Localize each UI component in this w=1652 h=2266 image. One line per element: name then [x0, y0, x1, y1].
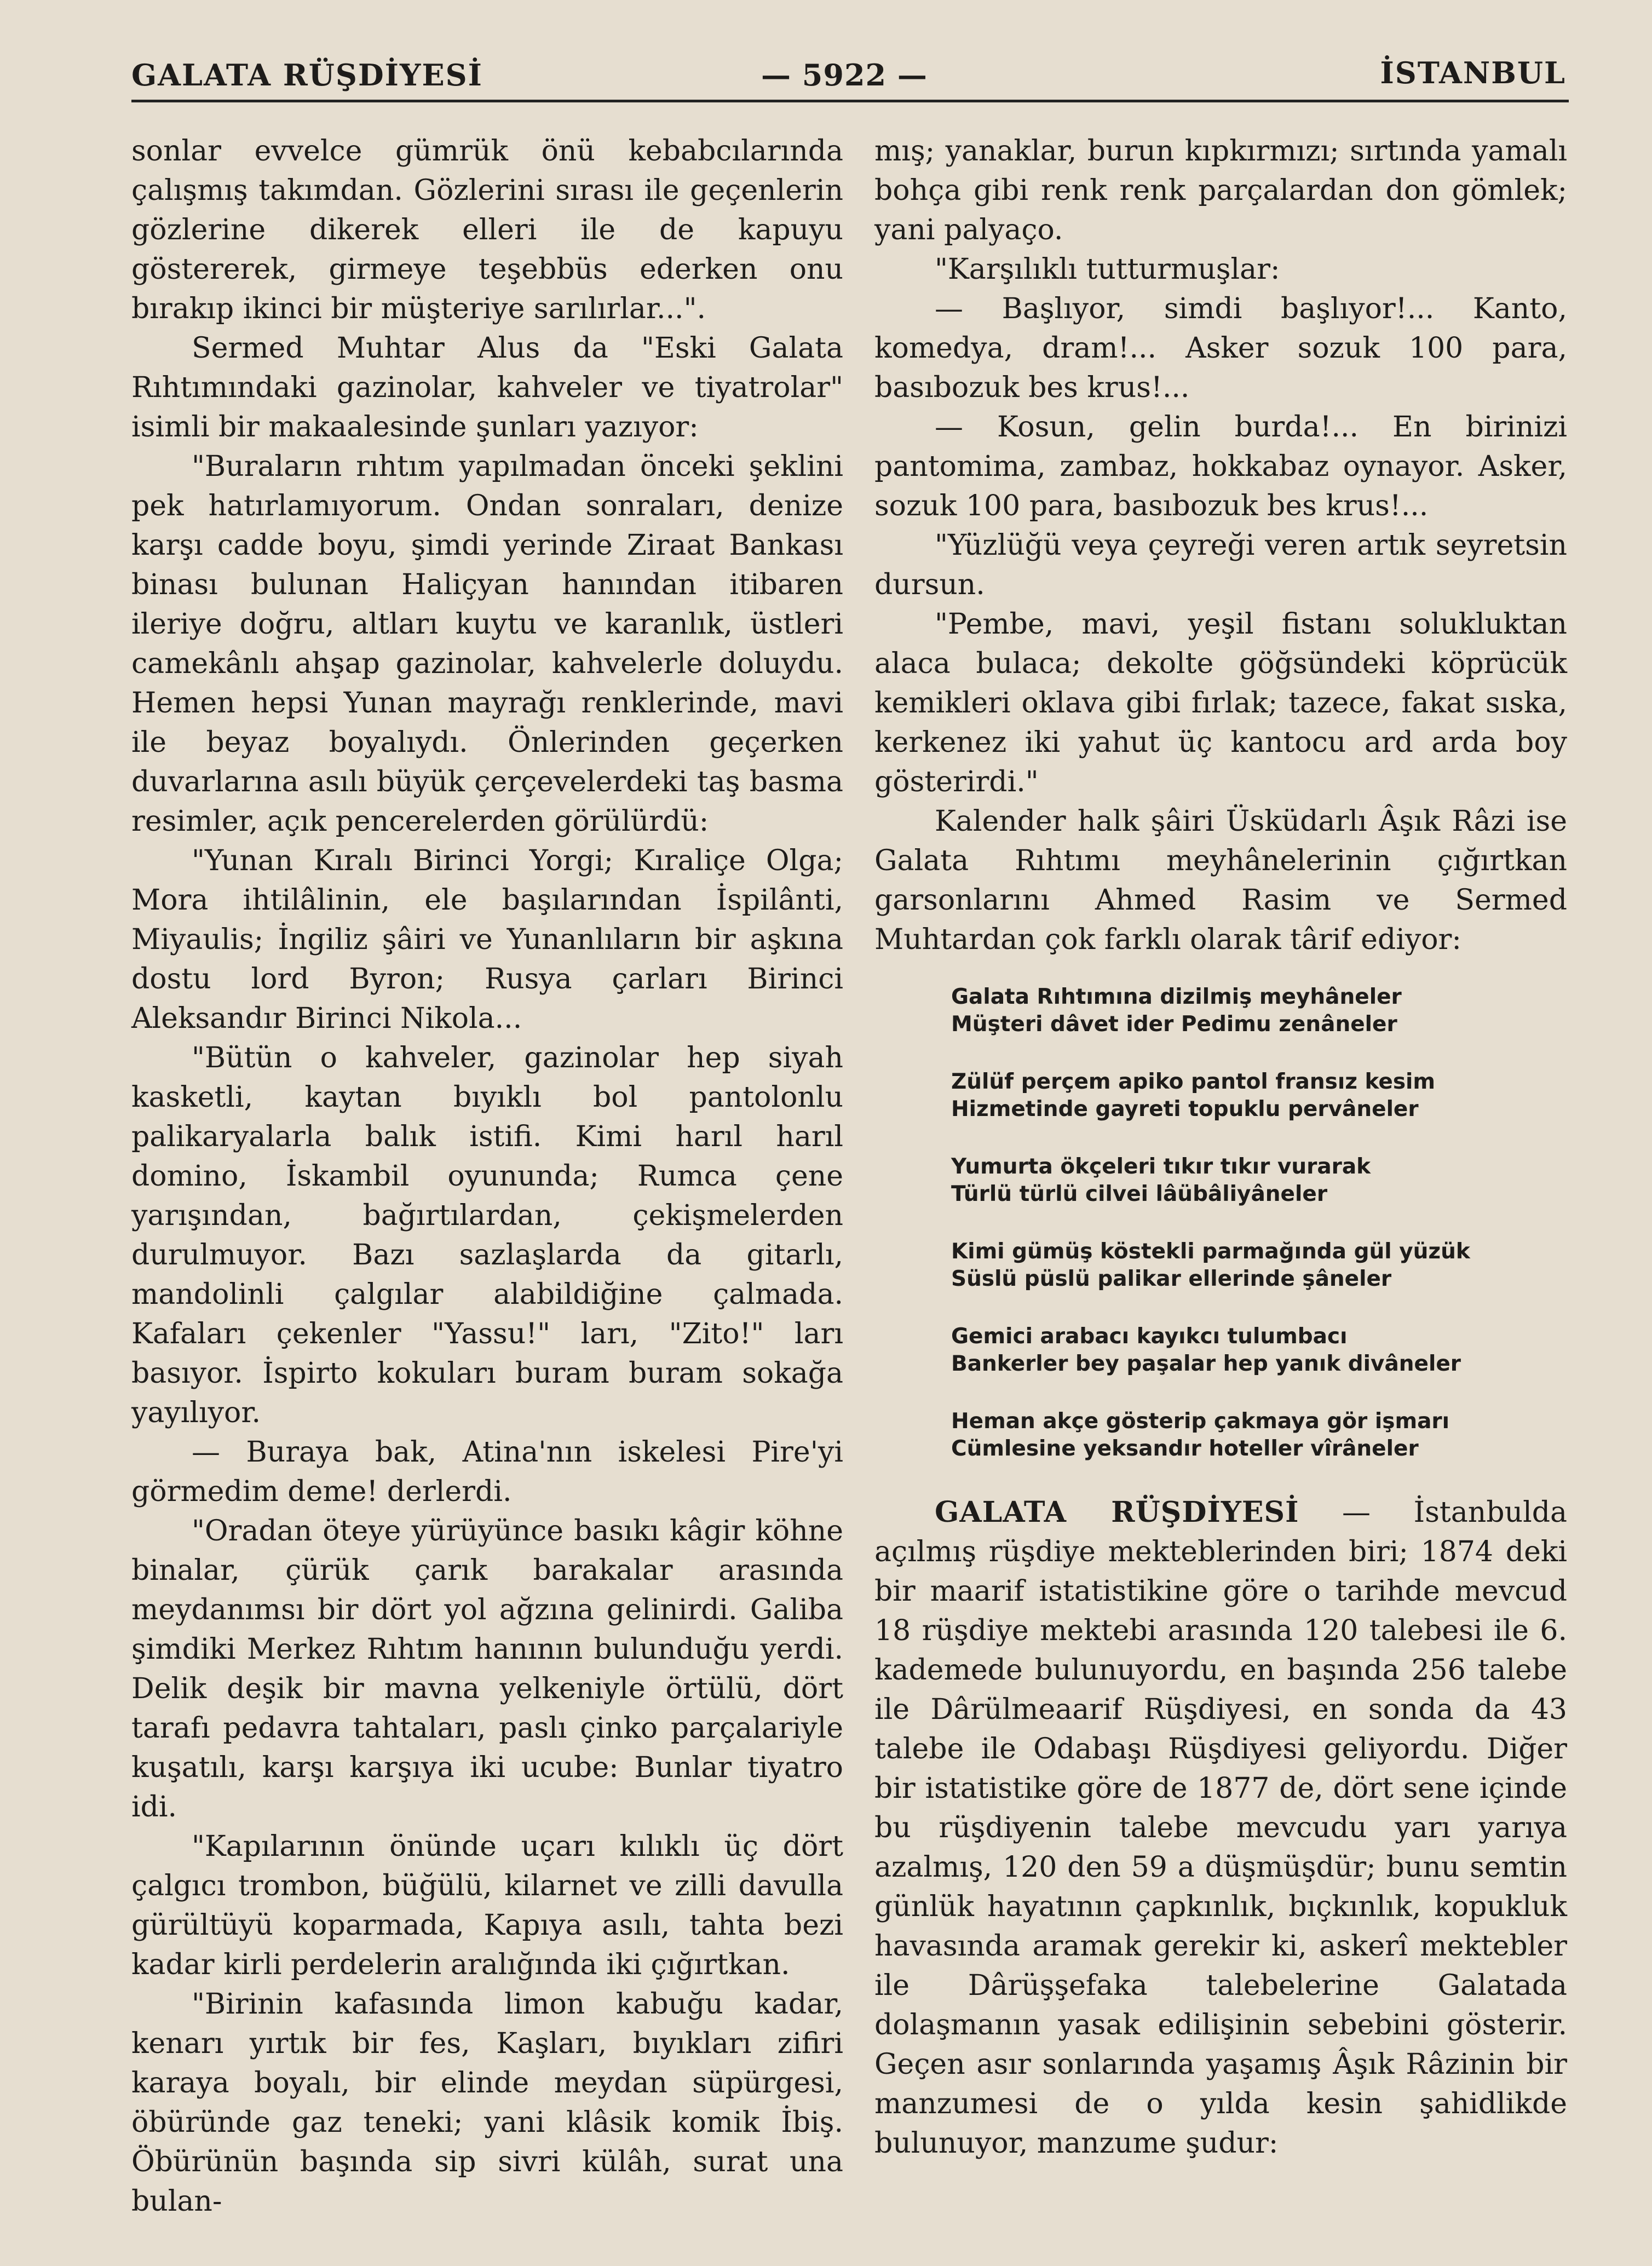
paragraph: mış; yanaklar, burun kıpkırmızı; sırtında yamalı bohça gibi renk renk parçalardan don gömlek; yani palyaço. [874, 135, 1567, 246]
poem-line: Hizmetinde gayreti topuklu pervâneler [951, 1097, 1419, 1122]
header-rule [131, 100, 1569, 102]
poem [951, 984, 1567, 1463]
paragraph: "Bütün o kahveler, gazinolar hep siyah kasketli, kaytan bıyıklı bol pantolonlu palikaryalarla balık istifi. Kimi harıl harıl domino, İskambil oyununda; Rumca çene yarışından, bağırtılardan, çekişmelerden durulmuyor. Bazı sazlaşlarda da gitarlı, mandolinli çalgılar alabildiğine çalmada. Kafaları çekenler "Yassu!" ları, "Zito!" ları basıyor. İspirto kokuları buram buram sokağa yayılıyor. [131, 1042, 843, 1429]
running-head [131, 52, 1566, 96]
poem-line: Kimi gümüş köstekli parmağında gül yüzük [951, 1239, 1470, 1264]
poem-line: Bankerler bey paşalar hep yanık divâneler [951, 1351, 1461, 1376]
poem-line: Yumurta ökçeleri tıkır tıkır vurarak [951, 1154, 1371, 1179]
paragraph: Kalender halk şâiri Üsküdarlı Âşık Râzi ise Galata Rıhtımı meyhânelerinin çığırtkan garsonlarını Ahmed Rasim ve Sermed Muhtardan çok farklı olarak târif ediyor: [874, 805, 1567, 956]
paragraph: "Pembe, mavi, yeşil fistanı solukluktan alaca bulaca; dekolte göğsündeki köprücük kemikleri oklava gibi fırlak; tazece, fakat sıska, kerkenez iki yahut üç kantocu ard arda boy gösterirdi." [874, 608, 1567, 798]
encyclopedia-entry [874, 1493, 1567, 2163]
paragraph: — Başlıyor, simdi başlıyor!... Kanto, komedya, dram!... Asker sozuk 100 para, basıbozuk bes krus!... [874, 292, 1567, 404]
poem-line: Galata Rıhtımına dizilmiş meyhâneler [951, 985, 1402, 1009]
paragraph: Sermed Muhtar Alus da "Eski Galata Rıhtımındaki gazinolar, kahveler ve tiyatrolar" isimli bir makaalesinde şunları yazıyor: [131, 332, 843, 444]
poem-couplet [951, 1323, 1567, 1378]
left-column [131, 131, 843, 2221]
poem-couplet [951, 1068, 1567, 1123]
header-title-left: GALATA RÜŞDİYESİ [131, 57, 483, 93]
paragraph: "Buraların rıhtım yapılmadan önceki şeklini pek hatırlamıyorum. Ondan sonraları, denize karşı cadde boyu, şimdi yerinde Ziraat Bankası binası bulunan Haliçyan hanından itibaren ileriye doğru, altları kuytu ve karanlık, üstleri camekânlı ahşap gazinolar, kahvelerle doluydu. Hemen hepsi Yunan mayrağı renklerinde, mavi ile beyaz boyalıydı. Önlerinden geçerken duvarlarına asılı büyük çerçevelerdeki taş basma resimler, açık pencerelerden görülürdü: [131, 450, 843, 838]
poem-line: Türlü türlü cilvei lâübâliyâneler [951, 1182, 1328, 1206]
poem-line: Cümlesine yeksandır hoteller vîrâneler [951, 1436, 1419, 1461]
paragraph: — Kosun, gelin burda!... En birinizi pantomima, zambaz, hokkabaz oynayor. Asker, sozuk 100 para, basıbozuk bes krus!... [874, 411, 1567, 522]
header-title-right: İSTANBUL [1380, 55, 1566, 90]
right-column [874, 131, 1567, 2163]
page-number: — 5922 — [761, 57, 928, 93]
poem-couplet [951, 1408, 1567, 1463]
paragraph: — Buraya bak, Atina'nın iskelesi Pire'yi görmedim deme! derlerdi. [131, 1436, 843, 1508]
entry-headword: GALATA RÜŞDİYESİ [935, 1496, 1299, 1529]
paragraph: "Kapılarının önünde uçarı kılıklı üç dört çalgıcı trombon, büğülü, kilarnet ve zilli davulla gürültüyü koparmada, Kapıya asılı, tahta bezi kadar kirli perdelerin aralığında iki çığırtkan. [131, 1830, 843, 1981]
poem-couplet [951, 1238, 1567, 1293]
paragraph: "Yüzlüğü veya çeyreği veren artık seyretsin dursun. [874, 529, 1567, 601]
poem-couplet [951, 1153, 1567, 1208]
poem-line: Heman akçe gösterip çakmaya gör işmarı [951, 1409, 1450, 1434]
entry-text: — İstanbulda açılmış rüşdiye mekteblerinden biri; 1874 deki bir maarif istatistikine göre o tarihde mevcud 18 rüşdiye mektebi arasında 120 talebesi ile 6. kademede bulunuyordu, en başında 256 talebe ile Dârülmeaarif Rüşdiyesi, en sonda da 43 talebe ile Odabaşı Rüşdiyesi geliyordu. Diğer bir istatistike göre de 1877 de, dört sene içinde bu rüşdiyenin talebe mevcudu yarı yarıya azalmış, 120 den 59 a düşmüşdür; bunu semtin günlük hayatının çapkınlık, bıçkınlık, kopukluk havasında aramak gerekir ki, askerî mektebler ile Dârüşşefaka talebelerine Galatada dolaşmanın yasak edilişinin sebebini gösterir. Geçen asır sonlarında yaşamış Âşık Râzinin bir manzumesi de o yılda kesin şahidlikde bulunuyor, manzume şudur: [874, 1496, 1567, 2160]
poem-line: Süslü püslü palikar ellerinde şâneler [951, 1267, 1392, 1291]
paragraph: "Birinin kafasında limon kabuğu kadar, kenarı yırtık bir fes, Kaşları, bıyıkları zifiri karaya boyalı, bir elinde meydan süpürgesi, öbüründe gaz teneki; yani klâsik komik İbiş. Öbürünün başında sip sivri külâh, surat una bulan- [131, 1988, 843, 2218]
poem-line: Zülüf perçem apiko pantol fransız kesim [951, 1069, 1436, 1094]
poem-line: Müşteri dâvet ider Pedimu zenâneler [951, 1012, 1397, 1037]
paragraph: "Oradan öteye yürüyünce basıkı kâgir köhne binalar, çürük çarık barakalar arasında meydanımsı bir dört yol ağzına gelinirdi. Galiba şimdiki Merkez Rıhtım hanının bulunduğu yerdi. Delik deşik bir mavna yelkeniyle örtülü, dört tarafı pedavra tahtaları, paslı çinko parçalariyle kuşatılı, karşı karşıya iki ucube: Bunlar tiyatro idi. [131, 1515, 843, 1824]
paragraph: sonlar evvelce gümrük önü kebabcılarında çalışmış takımdan. Gözlerini sırası ile geçenlerin gözlerine dikerek elleri ile de kapuyu göstererek, girmeye teşebbüs ederken onu bırakıp ikinci bir müşteriye sarılırlar...". [131, 135, 843, 325]
poem-couplet [951, 984, 1567, 1038]
paragraph: "Karşılıklı tutturmuşlar: [935, 253, 1280, 286]
poem-line: Gemici arabacı kayıkcı tulumbacı [951, 1324, 1348, 1349]
paragraph: "Yunan Kıralı Birinci Yorgi; Kıraliçe Olga; Mora ihtilâlinin, ele başılarından İspilânti, Miyaulis; İngiliz şâiri ve Yunanlıların bir aşkına dostu lord Byron; Rusya çarları Birinci Aleksandır Birinci Nikola... [131, 844, 843, 1035]
